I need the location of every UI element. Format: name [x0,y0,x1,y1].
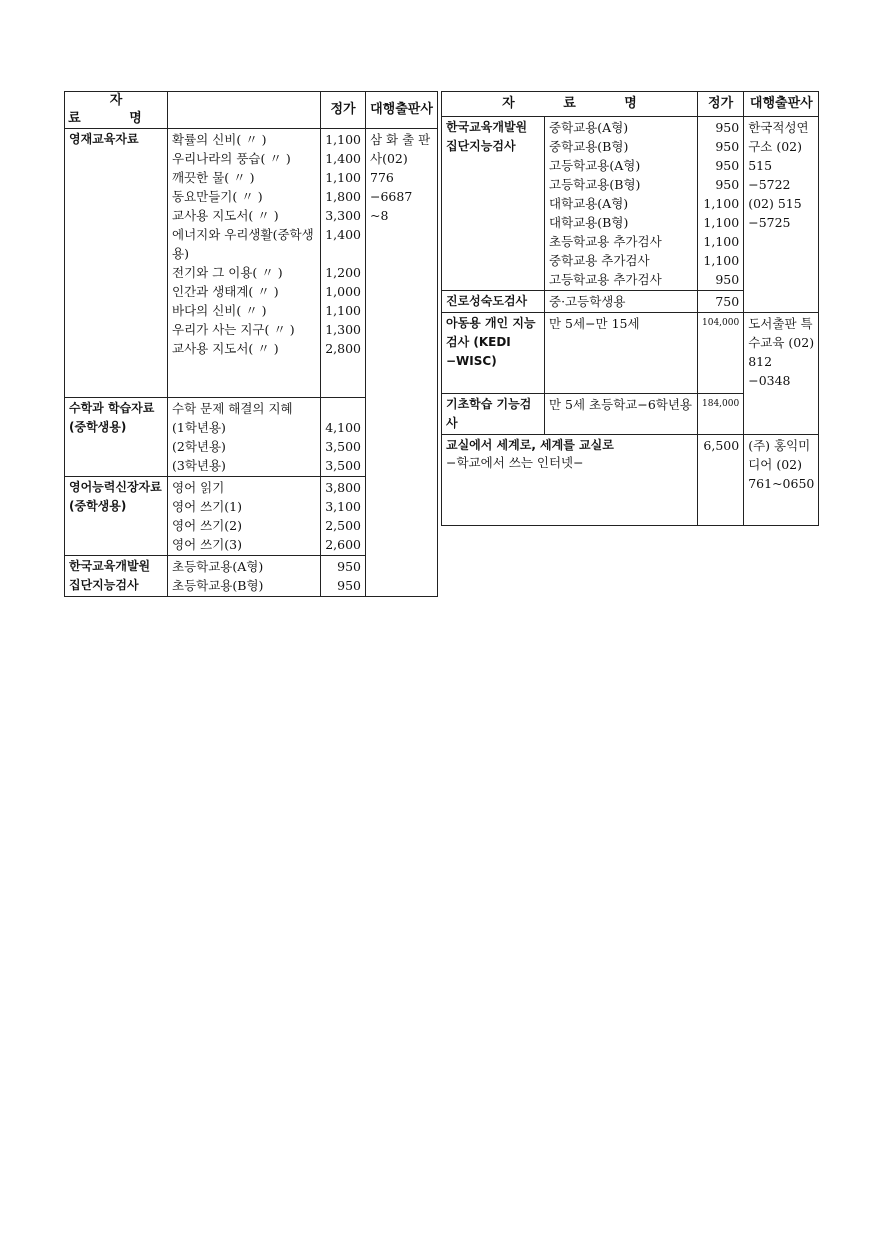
items-cell [168,129,321,398]
list-item: (1학년용) [172,420,226,435]
price-value: 1,200 [325,265,361,280]
category-cell: 기초학습 기능검사 [442,394,545,435]
price-value: 950 [715,272,740,287]
price-value: 1,800 [325,189,361,204]
table-row [442,313,819,394]
price-value: 1,000 [325,284,361,299]
list-item: 에너지와 우리생활(중학생용) [172,227,314,261]
price-value: 3,100 [325,499,361,514]
price-value: 950 [715,177,740,192]
category-cell: 영재교육자료 [65,129,168,398]
price-value: 1,100 [703,196,740,211]
list-item: 초등학교용(A형) [172,559,264,574]
list-item: 고등학교용 추가검사 [549,272,662,287]
left-price-table [64,91,438,597]
category-cell: 한국교육개발원 집단지능검사 [442,117,545,291]
price-value: 750 [715,294,740,309]
list-item: 대학교용(B형) [549,215,629,230]
list-item: 영어 읽기 [172,480,225,495]
list-item: 확률의 신비( 〃 ) [172,132,267,147]
price-value: 1,100 [325,303,361,318]
price-value: 950 [337,559,361,574]
prices-cell [321,556,366,597]
publisher-cell: 한국적성연구소 (02) 515 −5722 (02) 515 −5725 [744,117,819,313]
price-value: 2,500 [325,518,361,533]
list-item: 깨끗한 물( 〃 ) [172,170,255,185]
publisher-cell: 도서출판 특수교육 (02) 812 −0348 [744,313,819,435]
category-cell: 수학과 학습자료(중학생용) [65,398,168,477]
price-value: 1,100 [325,132,361,147]
price-value: 3,500 [325,439,361,454]
table-row [442,117,819,291]
list-item: (2학년용) [172,439,226,454]
publisher-cell: (주) 홍익미디어 (02) 761~0650 [744,435,819,526]
prices-cell [321,477,366,556]
header-empty [168,92,321,129]
list-item: 대학교용(A형) [549,196,629,211]
header-price: 정가 [698,92,744,117]
list-item: 우리나라의 풍습( 〃 ) [172,151,291,166]
header-publisher: 대행출판사 [366,92,438,129]
book-title: 교실에서 세계로, 세계를 교실로 [446,438,614,452]
list-item: (3학년용) [172,458,226,473]
price-value: 950 [715,139,740,154]
price-value: 3,500 [325,458,361,473]
list-item: 초등학교용(B형) [172,578,264,593]
prices-cell [698,435,744,526]
price-value [325,244,361,263]
price-value: 1,100 [703,253,740,268]
price-value: 3,800 [325,480,361,495]
price-value: 1,100 [703,215,740,230]
table-row [65,129,438,398]
category-cell: 진로성숙도검사 [442,291,545,313]
header-publisher: 대행출판사 [744,92,819,117]
prices-cell [321,129,366,398]
items-cell [545,313,698,394]
list-item: 전기와 그 이용( 〃 ) [172,265,283,280]
list-item: 중학교용(A형) [549,120,629,135]
list-item: 영어 쓰기(1) [172,499,242,514]
price-value: 2,600 [325,537,361,552]
price-value: 3,300 [325,208,361,223]
list-item: 중·고등학생용 [549,294,626,309]
items-cell [168,556,321,597]
list-item: 만 5세 초등학교−6학년용 [549,397,693,412]
prices-cell [698,313,744,394]
price-value: 1,300 [325,322,361,337]
items-cell [168,398,321,477]
items-cell [545,291,698,313]
list-item: 우리가 사는 지구( 〃 ) [172,322,295,337]
list-item: 영어 쓰기(3) [172,537,242,552]
list-item: 교사용 지도서( 〃 ) [172,208,279,223]
header-price: 정가 [321,92,366,129]
category-cell: 영어능력신장자료(중학생용) [65,477,168,556]
table-row [442,435,819,526]
price-value [325,399,361,418]
price-value: 4,100 [325,420,361,435]
list-item: 초등학교용 추가검사 [549,234,662,249]
price-value: 2,800 [325,341,361,356]
prices-cell [698,117,744,291]
book-subtitle: −학교에서 쓰는 인터넷− [446,455,584,470]
price-value: 1,100 [703,234,740,249]
list-item: 인간과 생태계( 〃 ) [172,284,279,299]
price-value: 1,400 [325,227,361,242]
list-item: 동요만들기( 〃 ) [172,189,263,204]
items-cell [168,477,321,556]
price-value: 950 [337,578,361,593]
price-value: 950 [715,158,740,173]
header-name: 자 료 명 [442,92,698,117]
category-cell: 아동용 개인 지능검사 (KEDI −WISC) [442,313,545,394]
left-header-row [65,92,438,129]
right-header-row [442,92,819,117]
price-value: 1,400 [325,151,361,166]
items-cell [545,394,698,435]
publisher-cell: 삼 화 출 판 사(02) 776 −6687 ~8 [366,129,438,597]
list-item: 고등학교용(A형) [549,158,641,173]
items-cell [545,117,698,291]
prices-cell [698,291,744,313]
right-price-table [441,91,819,526]
price-value: 1,100 [325,170,361,185]
list-item: 바다의 신비( 〃 ) [172,303,267,318]
price-value: 104,000 [702,318,740,328]
list-item: 수학 문제 해결의 지혜 [172,401,293,416]
header-name: 자 료 명 [65,92,168,129]
list-item: 중학교용 추가검사 [549,253,650,268]
price-value: 184,000 [702,399,740,409]
list-item: 만 5세−만 15세 [549,316,640,331]
category-cell: 한국교육개발원 집단지능검사 [65,556,168,597]
book-cell [442,435,698,526]
prices-cell [321,398,366,477]
prices-cell [698,394,744,435]
list-item: 중학교용(B형) [549,139,629,154]
list-item: 교사용 지도서( 〃 ) [172,341,279,356]
list-item: 영어 쓰기(2) [172,518,242,533]
price-value: 6,500 [703,438,740,453]
price-value: 950 [715,120,740,135]
list-item: 고등학교용(B형) [549,177,641,192]
